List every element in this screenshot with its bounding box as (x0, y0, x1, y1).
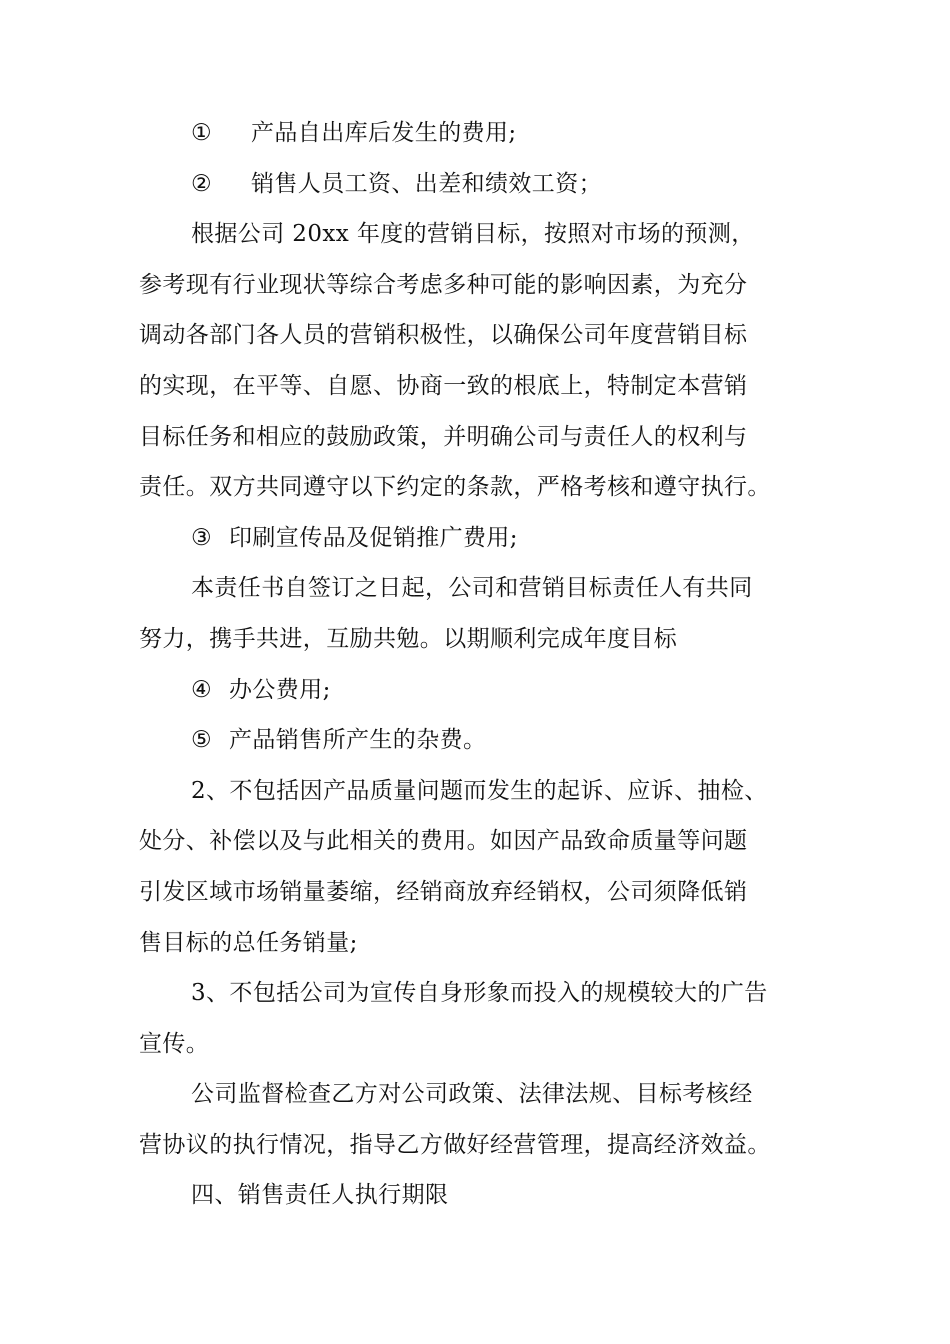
paragraph-line: 处分、补偿以及与此相关的费用。如因产品致命质量等问题 (139, 828, 748, 855)
list-item-text: 产品自出库后发生的费用; (251, 120, 517, 146)
list-item (139, 159, 829, 210)
list-item-text: 销售人员工资、出差和绩效工资； (251, 170, 602, 197)
paragraph-line: 2、不包括因产品质量问题而发生的起诉、应诉、抽检、 (191, 777, 768, 804)
paragraph-line: 调动各部门各人员的营销积极性，以确保公司年度营销目标 (139, 322, 748, 349)
list-item-text: 办公费用; (229, 676, 331, 703)
list-item (139, 715, 829, 766)
paragraph-line: 目标任务和相应的鼓励政策，并明确公司与责任人的权利与 (139, 423, 748, 450)
list-item-text: 印刷宣传品及促销推广费用; (229, 524, 518, 551)
paragraph-line: 参考现有行业现状等综合考虑多种可能的影响因素，为充分 (139, 271, 748, 298)
section-heading: 四、销售责任人执行期限 (191, 1182, 449, 1209)
list-item (139, 108, 829, 159)
paragraph-line: 根据公司 20xx 年度的营销目标，按照对市场的预测， (191, 221, 755, 248)
paragraph-line: 的实现，在平等、自愿、协商一致的根底上，特制定本营销 (139, 372, 748, 399)
list-marker: ③ (191, 524, 213, 551)
paragraph-line: 营协议的执行情况，指导乙方做好经营管理，提高经济效益。 (139, 1131, 771, 1158)
list-item (139, 665, 829, 716)
paragraph-line: 责任。双方共同遵守以下约定的条款，严格考核和遵守执行。 (139, 474, 771, 501)
list-marker: ④ (191, 676, 213, 703)
paragraph-line: 宣传。 (139, 1030, 210, 1057)
list-item-text: 产品销售所产生的杂费。 (229, 727, 487, 754)
paragraph-line: 公司监督检查乙方对公司政策、法律法规、目标考核经 (191, 1081, 753, 1108)
paragraph-line: 引发区域市场销量萎缩，经销商放弃经销权，公司须降低销 (139, 878, 748, 905)
paragraph-line: 3、不包括公司为宣传自身形象而投入的规模较大的广告 (191, 980, 768, 1007)
paragraph-line: 售目标的总任务销量; (139, 929, 358, 956)
paragraph-line: 努力，携手共进，互励共勉。以期顺利完成年度目标 (139, 625, 678, 652)
paragraph-line: 本责任书自签订之日起，公司和营销目标责任人有共同 (191, 575, 753, 602)
list-marker: ① (191, 120, 213, 146)
document-body (139, 108, 829, 1221)
list-marker: ② (191, 170, 213, 197)
list-item (139, 513, 829, 564)
list-marker: ⑤ (191, 727, 213, 754)
